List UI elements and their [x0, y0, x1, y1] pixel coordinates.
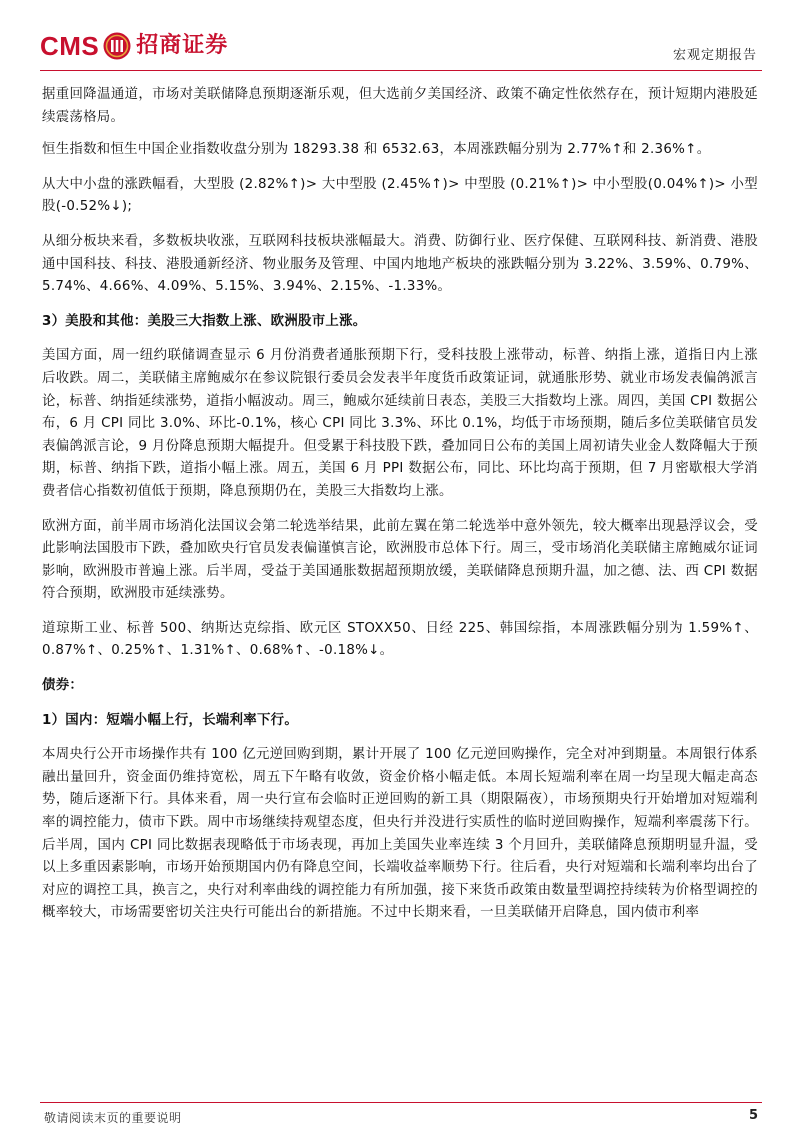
logo-cms-text: CMS: [40, 31, 100, 61]
us-equities-heading: 3）美股和其他：美股三大指数上涨、欧洲股市上涨。: [42, 313, 367, 329]
domestic-bonds-paragraph: 本周央行公开市场操作共有 100 亿元逆回购到期，累计开展了 100 亿元逆回购操作，完全对冲到期量。本周银行体系融出量回升，资金面仍维持宽松，周五下午略有收敛，资金价格小幅走低。本周长短端利率在周一均呈现大幅走高态势，随后逐渐下行。具体来看，周一央行宣布会临时正逆回购的新工具（期限隔夜），市场预期央行开始增加对短端利率的调控能力，债市下跌。周中市场继续持观望态度，但央行并没进行实质性的临时逆回购操作，短端利率震荡下行。后半周，国内 CPI 同比数据表现略低于市场表现，再加上美国失业率连续 3 个月回升，美联储降息预期明显升温，受以上多重因素影响，市场开始预期国内仍有降息空间，长端收益率顺势下行。往后看，央行对短端和长端利率均出台了对应的调控工具，换言之，央行对利率曲线的调控能力有所加强，接下来货币政策由数量型调控持续转为价格型调控的概率较大，市场需要密切关注央行可能出台的新措施。不过中长期来看，一旦美联储开启降息，国内债市利率: [42, 747, 758, 921]
hk-outlook-paragraph: 据重回降温通道，市场对美联储降息预期逐渐乐观，但大选前夕美国经济、政策不确定性依然存在，预计短期内港股延续震荡格局。: [42, 87, 758, 125]
report-type-label: 宏观定期报告: [672, 48, 757, 63]
report-body: [42, 84, 758, 937]
sector-performance-paragraph: 从细分板块来看，多数板块收涨，互联网科技板块涨幅最大。消费、防御行业、医疗保健、互联网科技、新消费、港股通中国科技、科技、港股通新经济、物业服务及管理、中国内地地产板块的涨跌幅分别为 3.22%、3.59%、0.79%、5.74%、4.66%、4.09%、5.15%、3.94%、2.15%、-1.33%。: [42, 233, 758, 295]
global-index-returns-paragraph: 道琼斯工业、标普 500、纳斯达克综指、欧元区 STOXX50、日经 225、韩国综指，本周涨跌幅分别为 1.59%↑、0.87%↑、0.25%↑、1.31%↑、0.68%↑、-0.18%↓。: [42, 620, 758, 659]
page-header: [0, 0, 802, 72]
bonds-section-heading: 债券：: [42, 678, 84, 694]
company-logo: [40, 31, 228, 61]
header-divider: [40, 70, 762, 71]
logo-chinese-name: 招商证券: [136, 33, 229, 58]
page-number: 5: [748, 1108, 758, 1123]
europe-market-paragraph: 欧洲方面，前半周市场消化法国议会第二轮选举结果，此前左翼在第二轮选举中意外领先，较大概率出现悬浮议会，受此影响法国股市下跌，叠加欧央行官员发表偏谨慎言论，欧洲股市总体下行。周三，受市场消化美联储主席鲍威尔证词影响，欧洲股市普遍上涨。后半周，受益于美国通胀数据超预期放缓，美联储降息预期升温，加之德、法、西 CPI 数据符合预期，欧洲股市延续涨势。: [42, 518, 758, 602]
market-cap-performance-paragraph: 从大中小盘的涨跌幅看，大型股 (2.82%↑)> 大中型股 (2.45%↑)> 中型股 (0.21%↑)> 中小型股(0.04%↑)> 小型股(-0.52%↓);: [42, 176, 758, 215]
footer-divider: [40, 1102, 762, 1103]
domestic-bonds-heading: 1）国内：短端小幅上行，长端利率下行。: [42, 712, 299, 728]
disclaimer-note: 敬请阅读末页的重要说明: [44, 1111, 182, 1125]
hang-seng-index-paragraph: 恒生指数和恒生中国企业指数收盘分别为 18293.38 和 6532.63，本周涨跌幅分别为 2.77%↑和 2.36%↑。: [42, 142, 711, 158]
us-market-paragraph: 美国方面，周一纽约联储调查显示 6 月份消费者通胀预期下行，受科技股上涨带动，标普、纳指上涨，道指日内上涨后收跌。周二，美联储主席鲍威尔在参议院银行委员会发表半年度货币政策证词，就通胀形势、就业市场发表偏鸽派言论，标普、纳指延续涨势，道指小幅波动。周三，鲍威尔延续前日表态，美股三大指数均上涨。周四，美国 CPI 数据公布，6 月 CPI 同比 3.0%、环比-0.1%，核心 CPI 同比 3.3%、环比 0.1%，均低于市场预期，随后多位美联储官员发表偏鸽派言论，9 月份降息预期大幅提升。但受累于科技股下跌，叠加同日公布的美国上周初请失业金人数降幅大于预期，标普、纳指下跌，道指小幅上涨。周五，美国 6 月 PPI 数据公布，同比、环比均高于预期，但 7 月密歇根大学消费者信心指数初值低于预期，降息预期仍在，美股三大指数均上涨。: [42, 348, 758, 499]
logo-emblem-icon: [102, 31, 132, 61]
